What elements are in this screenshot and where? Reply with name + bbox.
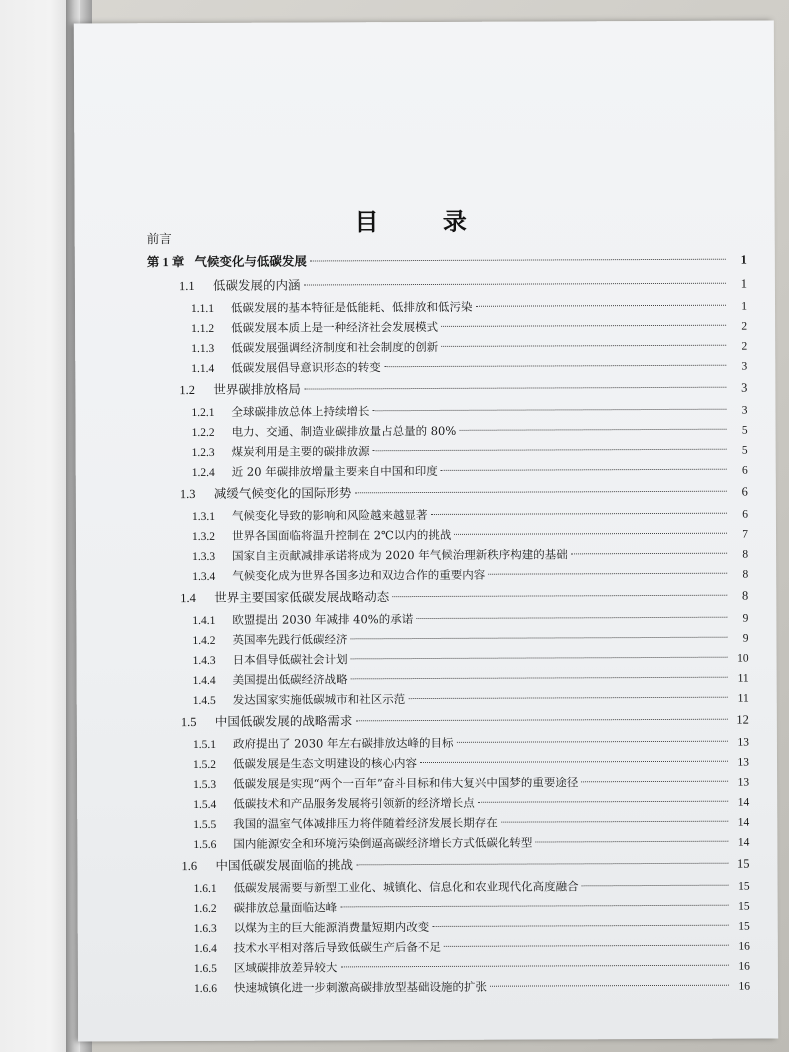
leader-dots xyxy=(351,657,728,660)
toc-subsection-page: 5 xyxy=(741,424,748,437)
toc-subsection-number: 1.2.4 xyxy=(191,466,215,480)
toc-section[interactable] xyxy=(149,708,749,735)
toc-subsection-title: 区域碳排放差异较大 xyxy=(233,960,338,975)
toc-subsection[interactable] xyxy=(148,504,748,527)
toc-section[interactable] xyxy=(148,584,748,611)
toc-subsection-page: 15 xyxy=(738,880,750,893)
toc-subsection-title: 日本倡导低碳社会计划 xyxy=(232,652,348,667)
toc-section-title: 减缓气候变化的国际形势 xyxy=(213,485,352,501)
toc-section-page: 6 xyxy=(741,484,748,499)
toc-subsection-number: 1.2.3 xyxy=(191,446,215,460)
toc-subsection-title: 快速城镇化进一步刺激高碳排放型基础设施的扩张 xyxy=(233,979,488,995)
toc-subsection[interactable] xyxy=(149,832,749,855)
toc-subsection-title: 技术水平相对落后导致低碳生产后备不足 xyxy=(233,939,441,955)
toc-section-page: 3 xyxy=(741,380,748,395)
leader-dots xyxy=(373,449,727,452)
toc-subsection[interactable] xyxy=(150,896,750,919)
table-of-contents xyxy=(147,226,750,999)
toc-subsection[interactable] xyxy=(148,628,748,651)
toc-subsection-number: 1.6.2 xyxy=(193,902,217,916)
toc-subsection-number: 1.4.5 xyxy=(192,694,216,708)
toc-subsection-page: 2 xyxy=(741,320,748,333)
toc-subsection-number: 1.1.2 xyxy=(191,322,215,336)
toc-section-page: 1 xyxy=(740,276,747,291)
toc-subsection[interactable] xyxy=(150,936,750,959)
toc-section-number: 1.2 xyxy=(179,383,196,398)
toc-section-title: 世界主要国家低碳发展战略动态 xyxy=(214,589,390,605)
leader-dots xyxy=(303,283,725,286)
toc-section-page: 8 xyxy=(742,588,749,603)
leader-dots xyxy=(478,801,729,803)
toc-subsection[interactable] xyxy=(150,916,750,939)
toc-subsection-title: 电力、交通、制造业碳排放量占总量的 80% xyxy=(231,423,457,439)
toc-subsection-title: 国内能源安全和环境污染倒逼高碳经济增长方式低碳化转型 xyxy=(233,835,533,851)
toc-subsection-number: 1.6.5 xyxy=(193,962,217,976)
toc-section[interactable] xyxy=(148,480,748,507)
toc-section-number: 1.5 xyxy=(180,715,197,730)
toc-subsection-title: 碳排放总量面临达峰 xyxy=(233,900,338,915)
toc-subsection-title: 低碳发展本质上是一种经济社会发展模式 xyxy=(231,319,439,335)
toc-subsection[interactable] xyxy=(147,400,747,423)
leader-dots xyxy=(350,637,727,640)
leader-dots xyxy=(351,677,728,680)
toc-subsection-page: 13 xyxy=(737,736,749,749)
toc-subsection[interactable] xyxy=(150,876,750,899)
toc-subsection-page: 15 xyxy=(738,920,750,933)
toc-subsection-page: 8 xyxy=(742,568,749,581)
toc-subsection-title: 发达国家实施低碳城市和社区示范 xyxy=(232,692,406,707)
toc-section-title: 低碳发展的内涵 xyxy=(212,277,301,293)
toc-subsection-number: 1.3.3 xyxy=(192,550,216,564)
toc-subsection-page: 14 xyxy=(737,836,750,849)
toc-subsection-title: 以煤为主的巨大能源消费量短期内改变 xyxy=(233,919,430,935)
toc-subsection[interactable] xyxy=(148,440,748,463)
leader-dots xyxy=(392,595,727,597)
leader-dots xyxy=(571,553,727,555)
toc-subsection-number: 1.1.1 xyxy=(191,302,215,316)
toc-subsection-title: 低碳发展是生态文明建设的核心内容 xyxy=(232,756,418,771)
toc-subsection-title: 英国率先践行低碳经济 xyxy=(232,632,348,647)
toc-subsection[interactable] xyxy=(148,564,748,587)
toc-subsection-number: 1.2.1 xyxy=(191,406,215,420)
toc-section[interactable] xyxy=(149,852,749,879)
leader-dots xyxy=(490,985,729,987)
book-page xyxy=(74,20,778,1041)
leader-dots xyxy=(432,925,729,927)
toc-subsection-number: 1.5.3 xyxy=(193,778,217,792)
toc-subsection-number: 1.5.2 xyxy=(192,758,217,772)
toc-preface[interactable] xyxy=(147,226,747,251)
toc-subsection[interactable] xyxy=(147,316,747,339)
leader-dots xyxy=(501,821,729,823)
toc-subsection[interactable] xyxy=(148,420,748,443)
toc-subsection-page: 5 xyxy=(741,444,748,457)
chapter-title: 气候变化与低碳发展 xyxy=(194,253,307,270)
leader-dots xyxy=(476,305,727,307)
toc-subsection[interactable] xyxy=(148,608,748,631)
toc-subsection[interactable] xyxy=(150,956,750,979)
leader-dots xyxy=(441,469,727,471)
toc-subsection-title: 气候变化导致的影响和风险越来越显著 xyxy=(231,507,428,523)
toc-subsection-number: 1.6.6 xyxy=(193,982,218,996)
leader-dots xyxy=(355,719,727,722)
toc-subsection-title: 煤炭利用是主要的碳排放源 xyxy=(231,444,370,459)
toc-section-number: 1.6 xyxy=(181,859,198,874)
toc-subsection-number: 1.4.1 xyxy=(192,614,216,628)
toc-section-number: 1.1 xyxy=(178,279,195,294)
leader-dots xyxy=(340,965,729,968)
toc-subsection-page: 1 xyxy=(741,300,748,313)
toc-subsection[interactable] xyxy=(147,336,747,359)
toc-section-number: 1.4 xyxy=(180,591,196,606)
toc-section-title: 世界碳排放格局 xyxy=(213,381,301,397)
toc-subsection-number: 1.1.3 xyxy=(191,342,215,356)
page-title: 目 录 xyxy=(354,207,495,237)
toc-subsection-page: 9 xyxy=(742,632,749,645)
leader-dots xyxy=(441,345,726,347)
leader-dots xyxy=(408,697,728,699)
toc-section-number: 1.3 xyxy=(179,487,196,502)
toc-subsection-title: 我国的温室气体减排压力将伴随着经济发展长期存在 xyxy=(233,815,498,831)
toc-subsection-page: 10 xyxy=(737,652,749,665)
toc-subsection-number: 1.6.4 xyxy=(193,942,217,956)
toc-subsection-page: 16 xyxy=(738,940,750,953)
toc-section-page: 12 xyxy=(736,712,749,727)
leader-dots xyxy=(454,533,727,535)
toc-subsection-number: 1.2.2 xyxy=(191,426,215,440)
toc-section-title: 中国低碳发展面临的挑战 xyxy=(215,857,354,873)
toc-subsection-title: 低碳发展是实现“两个一百年”奋斗目标和伟大复兴中国梦的重要途径 xyxy=(233,775,579,791)
toc-subsection-page: 16 xyxy=(738,960,750,973)
toc-chapter[interactable] xyxy=(147,248,747,275)
toc-subsection-number: 1.4.2 xyxy=(192,634,216,648)
chapter-page: 1 xyxy=(740,252,747,267)
toc-subsection[interactable] xyxy=(149,812,749,835)
leader-dots xyxy=(354,491,726,494)
toc-subsection-title: 世界各国面临将温升控制在 2℃以内的挑战 xyxy=(231,527,452,543)
leader-dots xyxy=(488,573,727,575)
leader-dots xyxy=(456,741,727,743)
leader-dots xyxy=(356,863,728,866)
toc-subsection-title: 全球碳排放总体上持续增长 xyxy=(231,404,370,419)
toc-subsection-page: 11 xyxy=(737,692,749,705)
leader-dots xyxy=(582,885,729,887)
leader-dots xyxy=(420,761,728,763)
toc-subsection-page: 3 xyxy=(741,360,748,373)
toc-subsection-title: 低碳发展的基本特征是低能耗、低排放和低污染 xyxy=(230,299,473,315)
leader-dots xyxy=(416,617,727,619)
toc-subsection-title: 欧盟提出 2030 年减排 40%的承诺 xyxy=(232,612,414,627)
toc-subsection-number: 1.1.4 xyxy=(191,362,215,376)
toc-subsection-title: 低碳发展强调经济制度和社会制度的创新 xyxy=(231,339,439,355)
toc-subsection-page: 7 xyxy=(742,528,749,541)
chapter-number: 第 1 章 xyxy=(146,255,185,270)
leader-dots xyxy=(581,781,728,783)
leader-dots xyxy=(535,841,728,843)
toc-section[interactable] xyxy=(147,272,747,299)
toc-subsection-number: 1.6.1 xyxy=(193,882,217,896)
toc-subsection[interactable] xyxy=(149,688,749,711)
toc-subsection-page: 6 xyxy=(741,464,748,477)
leader-dots xyxy=(441,325,726,327)
toc-subsection-number: 1.3.2 xyxy=(191,530,216,544)
leader-dots xyxy=(340,905,729,908)
preface-label: 前言 xyxy=(146,231,172,247)
toc-subsection-page: 11 xyxy=(737,672,749,685)
toc-subsection[interactable] xyxy=(150,976,750,999)
toc-section[interactable] xyxy=(147,376,747,403)
toc-subsection[interactable] xyxy=(147,296,747,319)
toc-subsection-page: 6 xyxy=(742,508,748,521)
toc-section-title: 中国低碳发展的战略需求 xyxy=(214,713,353,729)
toc-subsection-number: 1.4.4 xyxy=(192,674,216,688)
toc-subsection-title: 低碳发展倡导意识形态的转变 xyxy=(231,360,381,375)
toc-subsection-title: 低碳发展需要与新型工业化、城镇化、信息化和农业现代化高度融合 xyxy=(233,879,579,895)
toc-subsection-number: 1.4.3 xyxy=(192,654,216,668)
toc-subsection[interactable] xyxy=(147,356,747,379)
toc-subsection-number: 1.5.6 xyxy=(193,838,217,852)
toc-subsection-page: 3 xyxy=(741,404,748,417)
toc-subsection-title: 政府提出了 2030 年左右碳排放达峰的目标 xyxy=(232,735,454,751)
toc-subsection-page: 14 xyxy=(737,816,750,829)
leader-dots xyxy=(459,429,726,431)
toc-subsection[interactable] xyxy=(149,732,749,755)
toc-subsection-title: 国家自主贡献减排承诺将成为 2020 年气候治理新秩序构建的基础 xyxy=(232,547,568,563)
toc-subsection-number: 1.5.5 xyxy=(193,818,217,832)
toc-subsection[interactable] xyxy=(149,752,749,775)
toc-subsection-title: 近 20 年碳排放增量主要来自中国和印度 xyxy=(231,463,438,479)
leader-dots xyxy=(384,365,727,367)
toc-subsection-title: 美国提出低碳经济战略 xyxy=(232,672,348,687)
toc-subsection-page: 14 xyxy=(737,796,750,809)
toc-subsection[interactable] xyxy=(148,524,748,547)
toc-subsection[interactable] xyxy=(148,544,748,567)
leader-dots xyxy=(310,259,726,262)
toc-subsection[interactable] xyxy=(149,668,749,691)
toc-subsection[interactable] xyxy=(149,772,749,795)
toc-subsection[interactable] xyxy=(148,460,748,483)
toc-subsection-number: 1.3.1 xyxy=(191,510,215,524)
toc-subsection-page: 9 xyxy=(742,612,749,625)
toc-subsection[interactable] xyxy=(149,792,749,815)
toc-subsection-number: 1.5.1 xyxy=(192,738,216,752)
leader-dots xyxy=(372,409,726,412)
toc-subsection-page: 8 xyxy=(742,548,749,561)
toc-subsection-number: 1.5.4 xyxy=(193,798,217,812)
toc-subsection-page: 13 xyxy=(737,776,750,789)
toc-subsection-page: 13 xyxy=(737,756,750,769)
toc-subsection-title: 气候变化成为世界各国多边和双边合作的重要内容 xyxy=(232,567,486,583)
toc-subsection-title: 低碳技术和产品服务发展将引领新的经济增长点 xyxy=(233,795,475,811)
toc-subsection-page: 16 xyxy=(738,980,751,993)
toc-subsection-number: 1.3.4 xyxy=(192,570,216,584)
toc-subsection-number: 1.6.3 xyxy=(193,922,217,936)
toc-subsection-page: 15 xyxy=(738,900,750,913)
toc-subsection[interactable] xyxy=(149,648,749,671)
leader-dots xyxy=(304,387,726,390)
leader-dots xyxy=(430,513,727,515)
leader-dots xyxy=(444,945,729,947)
toc-section-page: 15 xyxy=(736,856,750,871)
toc-subsection-page: 2 xyxy=(741,340,748,353)
